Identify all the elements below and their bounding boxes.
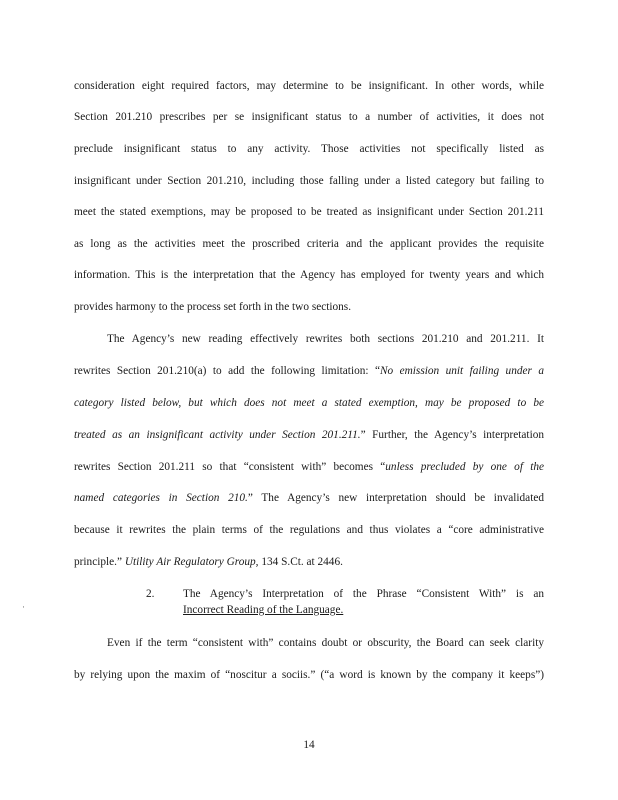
paragraph-1-line-7: information. This is the interpretation that the Agency has employed for twenty years and which [74,269,544,281]
paragraph-2-quote-italic: named categories in Section 210. [74,492,248,504]
paragraph-2-line-8-text: principle.” [74,556,125,568]
paragraph-2-line-5-text: rewrites Section 201.211 so that “consistent with” becomes “ [74,461,386,473]
paragraph-2-line-6-text: ” The Agency’s new interpretation should be invalidated [247,492,545,504]
paragraph-2-line-4-text: ” Further, the Agency’s interpretation [360,429,545,441]
paragraph-2-quote-italic: No emission unit failing under a [379,365,545,377]
paragraph-1-line-4: insignificant under Section 201.210, including those falling under a listed category but failing to [74,175,544,187]
paragraph-2-line-8 [74,555,544,569]
paragraph-2-quote-italic: category listed below, but which does not meet a stated exemption, may be proposed to be [74,397,544,409]
paragraph-1-line-8: provides harmony to the process set forth in the two sections. [74,301,352,313]
paragraph-1-line-6: as long as the activities meet the proscribed criteria and the applicant provides the requisite [74,238,544,250]
paragraph-1-line-2: Section 201.210 prescribes per se insignificant status to a number of activities, it does not [74,111,544,123]
paragraph-2-line-3 [74,396,544,410]
paragraph-2-line-6 [74,491,544,505]
case-citation: Utility Air Regulatory Group, [124,556,259,568]
paragraph-3-line-1: Even if the term “consistent with” contains doubt or obscurity, the Board can seek clarity [107,637,544,649]
paragraph-2-line-1: The Agency’s new reading effectively rewrites both sections 201.210 and 201.211. It [107,333,544,345]
paragraph-1-line-3: preclude insignificant status to any activity. Those activities not specifically listed as [74,143,544,155]
margin-mark: · [22,602,25,612]
paragraph-2-quote-italic: unless precluded by one of the [385,461,544,473]
paragraph-2-line-7: because it rewrites the plain terms of the regulations and thus violates a “core administrative [74,524,544,536]
section-heading-line-2: Incorrect Reading of the Language. [183,604,344,616]
paragraph-1-line-1: consideration eight required factors, may determine to be insignificant. In other words, while [74,80,544,92]
paragraph-2-quote-italic: treated as an insignificant activity under Section 201.211. [74,429,361,441]
paragraph-2-line-2-text: rewrites Section 201.210(a) to add the following limitation: “ [74,365,380,377]
section-heading-line-1: The Agency’s Interpretation of the Phrase “Consistent With” is an [183,588,544,600]
paragraph-1-line-5: meet the stated exemptions, may be proposed to be treated as insignificant under Section 201.211 [74,206,544,218]
paragraph-2-line-2 [74,364,544,378]
paragraph-2-line-5 [74,460,544,474]
paragraph-3-line-2: by relying upon the maxim of “noscitur a sociis.” (“a word is known by the company it keeps”) [74,669,544,681]
paragraph-2-line-4 [74,428,544,442]
paragraph-2-line-8-post: 134 S.Ct. at 2446. [258,556,343,568]
page-number: 14 [303,739,315,751]
section-heading-number: 2. [146,588,155,600]
